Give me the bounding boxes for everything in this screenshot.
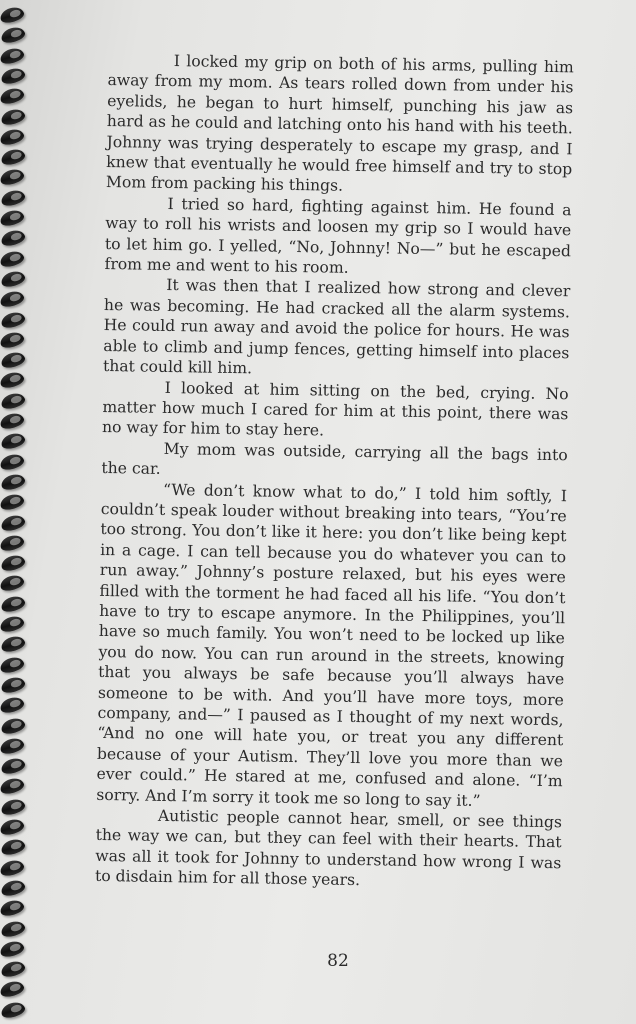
page-number: 82 [327,951,349,971]
spiral-coil [0,127,25,147]
spiral-coil [0,208,25,228]
spiral-coil [0,715,26,735]
spiral-coil [0,472,26,492]
spiral-coil [0,86,25,106]
spiral-coil [0,46,25,66]
spiral-coil [0,797,26,817]
spiral-coil [0,431,26,451]
spiral-coil [0,1000,26,1020]
spiral-coil [0,594,26,614]
spiral-coil [0,411,25,431]
spiral-coil [0,573,25,593]
body-text [95,50,574,894]
spiral-coil [0,350,26,370]
spiral-coil [0,512,26,532]
spiral-binding [0,0,40,1024]
spiral-coil [0,167,25,187]
spiral-coil [0,553,26,573]
spiral-coil [0,228,26,248]
spiral-coil [0,979,25,999]
spiral-coil [0,614,25,634]
paragraph: “We don’t know what to do,” I told him softly, I couldn’t speak louder without breaking into tears, “You’re too strong. You don’t like it here: you don’t like being kept in a cage. I can tell because you do whatever you can to run away.” Johnny’s posture relaxed, but his eyes were filled with the torment he had faced all his life. “You don’t have to try to escape anymore. In the Philippines, you’ll have so much family. You won’t need to be locked up like you do now. You can run around in the streets, knowing that you always be safe because you’ll always have someone to be with. And you’ll have more toys, more company, and—” I paused as I thought of my next words, “And no one will hate you, or treat you any different because of your Autism. They’ll love you more than we ever could.” He stared at me, confused and alone. “I’m sorry. And I’m sorry it took me so long to say it.” [96,480,568,810]
spiral-coil [0,289,25,309]
paragraph: My mom was outside, carrying all the bags into the car. [101,439,568,479]
spiral-coil [0,106,26,126]
spiral-coil [0,269,26,289]
spiral-coil [0,249,25,269]
spiral-coil [0,188,26,208]
spiral-coil [0,959,26,979]
spiral-coil [0,675,26,695]
spiral-coil [0,918,26,938]
spiral-coil [0,370,25,390]
spiral-coil [0,391,26,411]
paragraph: I looked at him sitting on the bed, crying. No matter how much I cared for him at this point, there was no way for him to stay here. [101,378,569,440]
spiral-coil [0,736,25,756]
spiral-coil [0,533,25,553]
spiral-coil [0,837,26,857]
spiral-coil [0,898,25,918]
spiral-coil [0,817,25,837]
spiral-coil [0,25,26,45]
spiral-coil [0,634,26,654]
spiral-coil [0,756,26,776]
spiral-coil [0,330,25,350]
spiral-coil [0,66,26,86]
paragraph: I tried so hard, fighting against him. He found a way to roll his wrists and loosen my grip so I would have to let him go. I yelled, “No, Johnny! No—” but he escaped from me and went to his room. [104,194,572,277]
spiral-coil [0,858,25,878]
spiral-coil [0,309,26,329]
spiral-coil [0,878,26,898]
spiral-coil [0,452,25,472]
paragraph: It was then that I realized how strong and clever he was becoming. He had cracked all the alarm systems. He could run away and avoid the police for hours. He was able to climb and jump fences, getting himself into places that could kill him. [102,276,571,378]
spiral-coil [0,776,25,796]
spiral-coil [0,655,25,675]
paragraph: Autistic people cannot hear, smell, or see things the way we can, but they can feel with their hearts. That was all it took for Johnny to understand how wrong I was to disdain him for all those years. [94,806,563,890]
paragraph: I locked my grip on both of his arms, pulling him away from my mom. As tears rolled down from under his eyelids, he began to hurt himself, punching his jaw as hard as he could and latching onto his hand with his teeth. Johnny was trying desperately to escape my grasp, and I knew that eventually he would free himself and try to stop Mom from packing his things. [105,52,574,196]
spiral-coil [0,939,25,959]
spiral-coil [0,695,25,715]
spiral-coil [0,492,25,512]
spiral-coil [0,5,25,25]
spiral-coil [0,147,26,167]
